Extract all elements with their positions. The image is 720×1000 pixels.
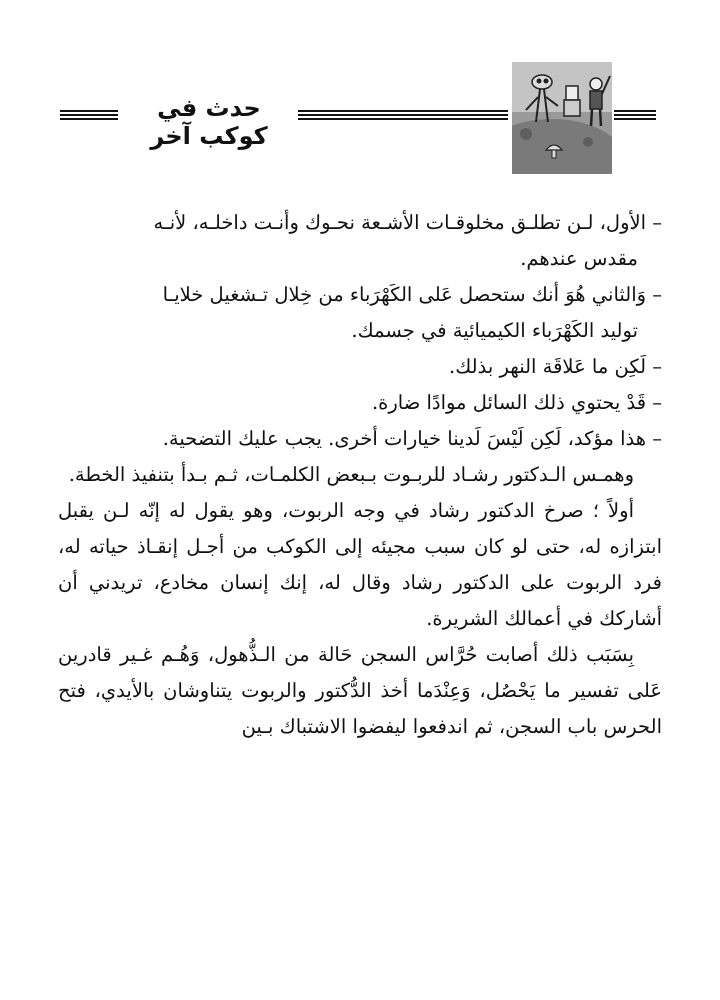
paragraph: أولاً ؛ صرخ الدكتور رشاد في وجه الربوت، وهو يقول له إنّه لـن يقبل ابتزازه له، حتى لو كان سبب مجيئه إلى الكوكب من أجـل إنقـاذ حياته له، فرد الربوت على الدكتور رشاد وقال له، إنك إنسان مخادع، تريدني أن أشاركك في أعمالك الشريرة. xyxy=(58,499,662,630)
paragraph: توليد الكَهْرَباء الكيميائية في جسمك. xyxy=(351,319,638,342)
decorative-rule-left xyxy=(60,110,118,120)
page-title: حدث في كوكب آخر xyxy=(150,94,268,150)
page-header xyxy=(0,0,720,190)
paragraph: بِسَبَب ذلك أصابت حُرَّاس السجن حَالة من الـذُّهول، وَهُـم غـير قادرين عَلى تفسير ما يَحْصُل، وَعِنْدَما أخذ الدُّكتور والربوت يتناوشان بالأيدي، فتح الحرس باب السجن، ثم اندفعوا ليفضوا الاشتباك بـين xyxy=(58,643,662,738)
paragraph: مقدس عندهم. xyxy=(520,247,638,270)
paragraph: – وَالثاني هُوَ أنك ستحصل عَلى الكَهْرَباء من خِلال تـشغيل خلايـا xyxy=(162,283,662,306)
alien-planet-illustration xyxy=(512,62,612,174)
paragraph: وهمـس الـدكتور رشـاد للربـوت بـبعض الكلمـات، ثـم بـدأ بتنفيذ الخطة. xyxy=(68,463,634,486)
body-text xyxy=(58,205,662,745)
paragraph: – هذا مؤكد، لَكِن لَيْسَ لَدينا خيارات أخرى. يجب عليك التضحية. xyxy=(162,427,662,450)
paragraph: – الأول، لـن تطلـق مخلوقـات الأشـعة نحـوك وأنـت داخلـه، لأنـه xyxy=(153,211,662,234)
paragraph: – قَدْ يحتوي ذلك السائل موادًا ضارة. xyxy=(371,391,662,414)
decorative-rule-middle xyxy=(298,110,508,120)
decorative-rule-right xyxy=(614,110,656,120)
paragraph: – لَكِن ما عَلاقَة النهر بذلك. xyxy=(449,355,662,378)
